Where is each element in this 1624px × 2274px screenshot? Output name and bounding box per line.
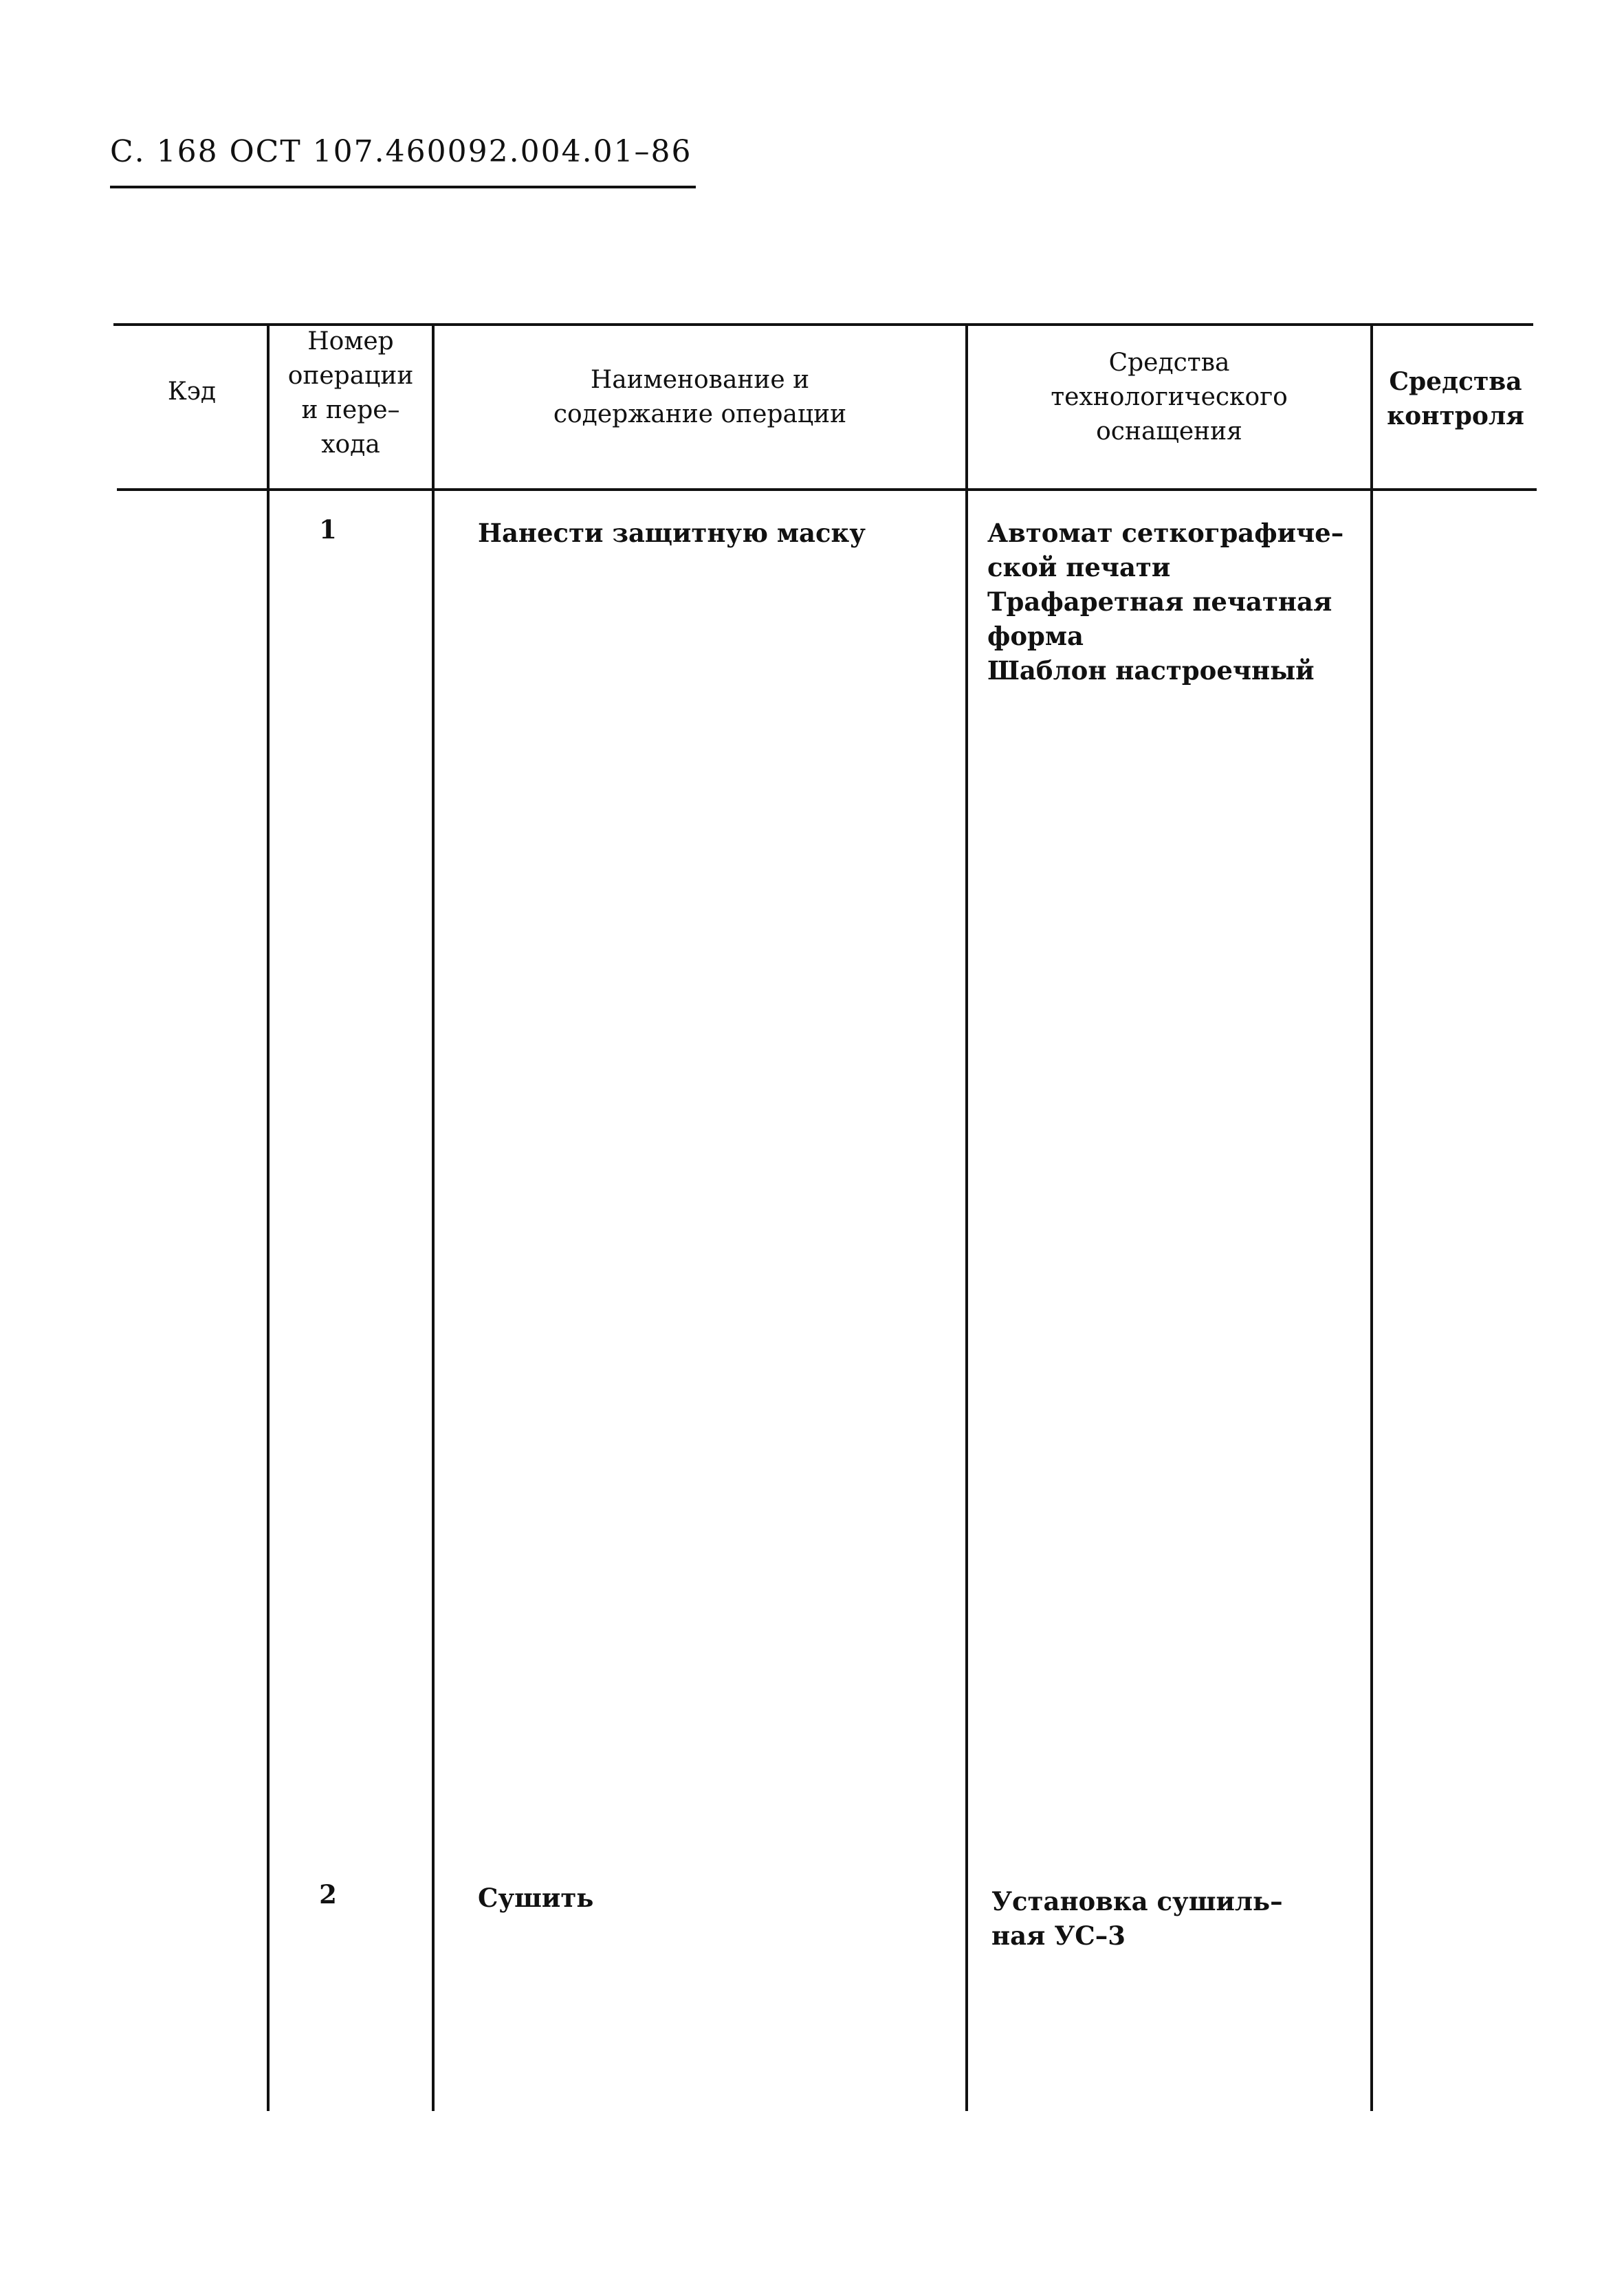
header-line: хода xyxy=(321,430,380,459)
page-reference: С. 168 ОСТ 107.460092.004.01–86 xyxy=(110,134,692,169)
column-divider-2 xyxy=(432,323,435,2111)
column-divider-4 xyxy=(1370,323,1373,2111)
row-2-operation: Сушить xyxy=(478,1883,594,1913)
header-line: оснащения xyxy=(1096,417,1242,446)
column-divider-3 xyxy=(965,323,968,2111)
header-line: содержание операции xyxy=(553,400,847,428)
header-line: Номер xyxy=(307,327,394,356)
equipment-line: форма xyxy=(987,621,1084,651)
row-1-number: 1 xyxy=(319,514,337,545)
column-header-code xyxy=(117,375,267,409)
header-line: Кэд xyxy=(167,378,217,406)
column-header-op-name xyxy=(435,363,965,432)
equipment-line: Шаблон настроечный xyxy=(987,655,1315,686)
column-header-tech-means xyxy=(968,346,1370,449)
table-header-bottom-rule xyxy=(117,488,1537,491)
column-header-op-number xyxy=(270,325,432,462)
header-line: и пере– xyxy=(301,396,400,424)
header-rule xyxy=(110,186,696,188)
row-2-equipment xyxy=(991,1884,1283,1953)
equipment-line: Установка сушиль– xyxy=(991,1886,1283,1916)
equipment-line: ная УС–3 xyxy=(991,1921,1126,1951)
column-divider-1 xyxy=(267,323,270,2111)
header-line: операции xyxy=(287,362,414,390)
header-line: Средства xyxy=(1108,349,1230,377)
equipment-line: Трафаретная печатная xyxy=(987,587,1332,617)
row-2-number: 2 xyxy=(319,1879,337,1910)
column-header-control-means xyxy=(1373,364,1538,433)
row-1-operation: Нанести защитную маску xyxy=(478,518,866,548)
header-line: Средства xyxy=(1389,367,1522,396)
header-line: контроля xyxy=(1387,402,1524,430)
equipment-line: ской печати xyxy=(987,552,1171,582)
equipment-line: Автомат сеткографиче– xyxy=(987,518,1344,548)
header-line: технологического xyxy=(1051,383,1288,411)
header-line: Наименование и xyxy=(590,366,810,394)
row-1-equipment xyxy=(987,516,1343,688)
